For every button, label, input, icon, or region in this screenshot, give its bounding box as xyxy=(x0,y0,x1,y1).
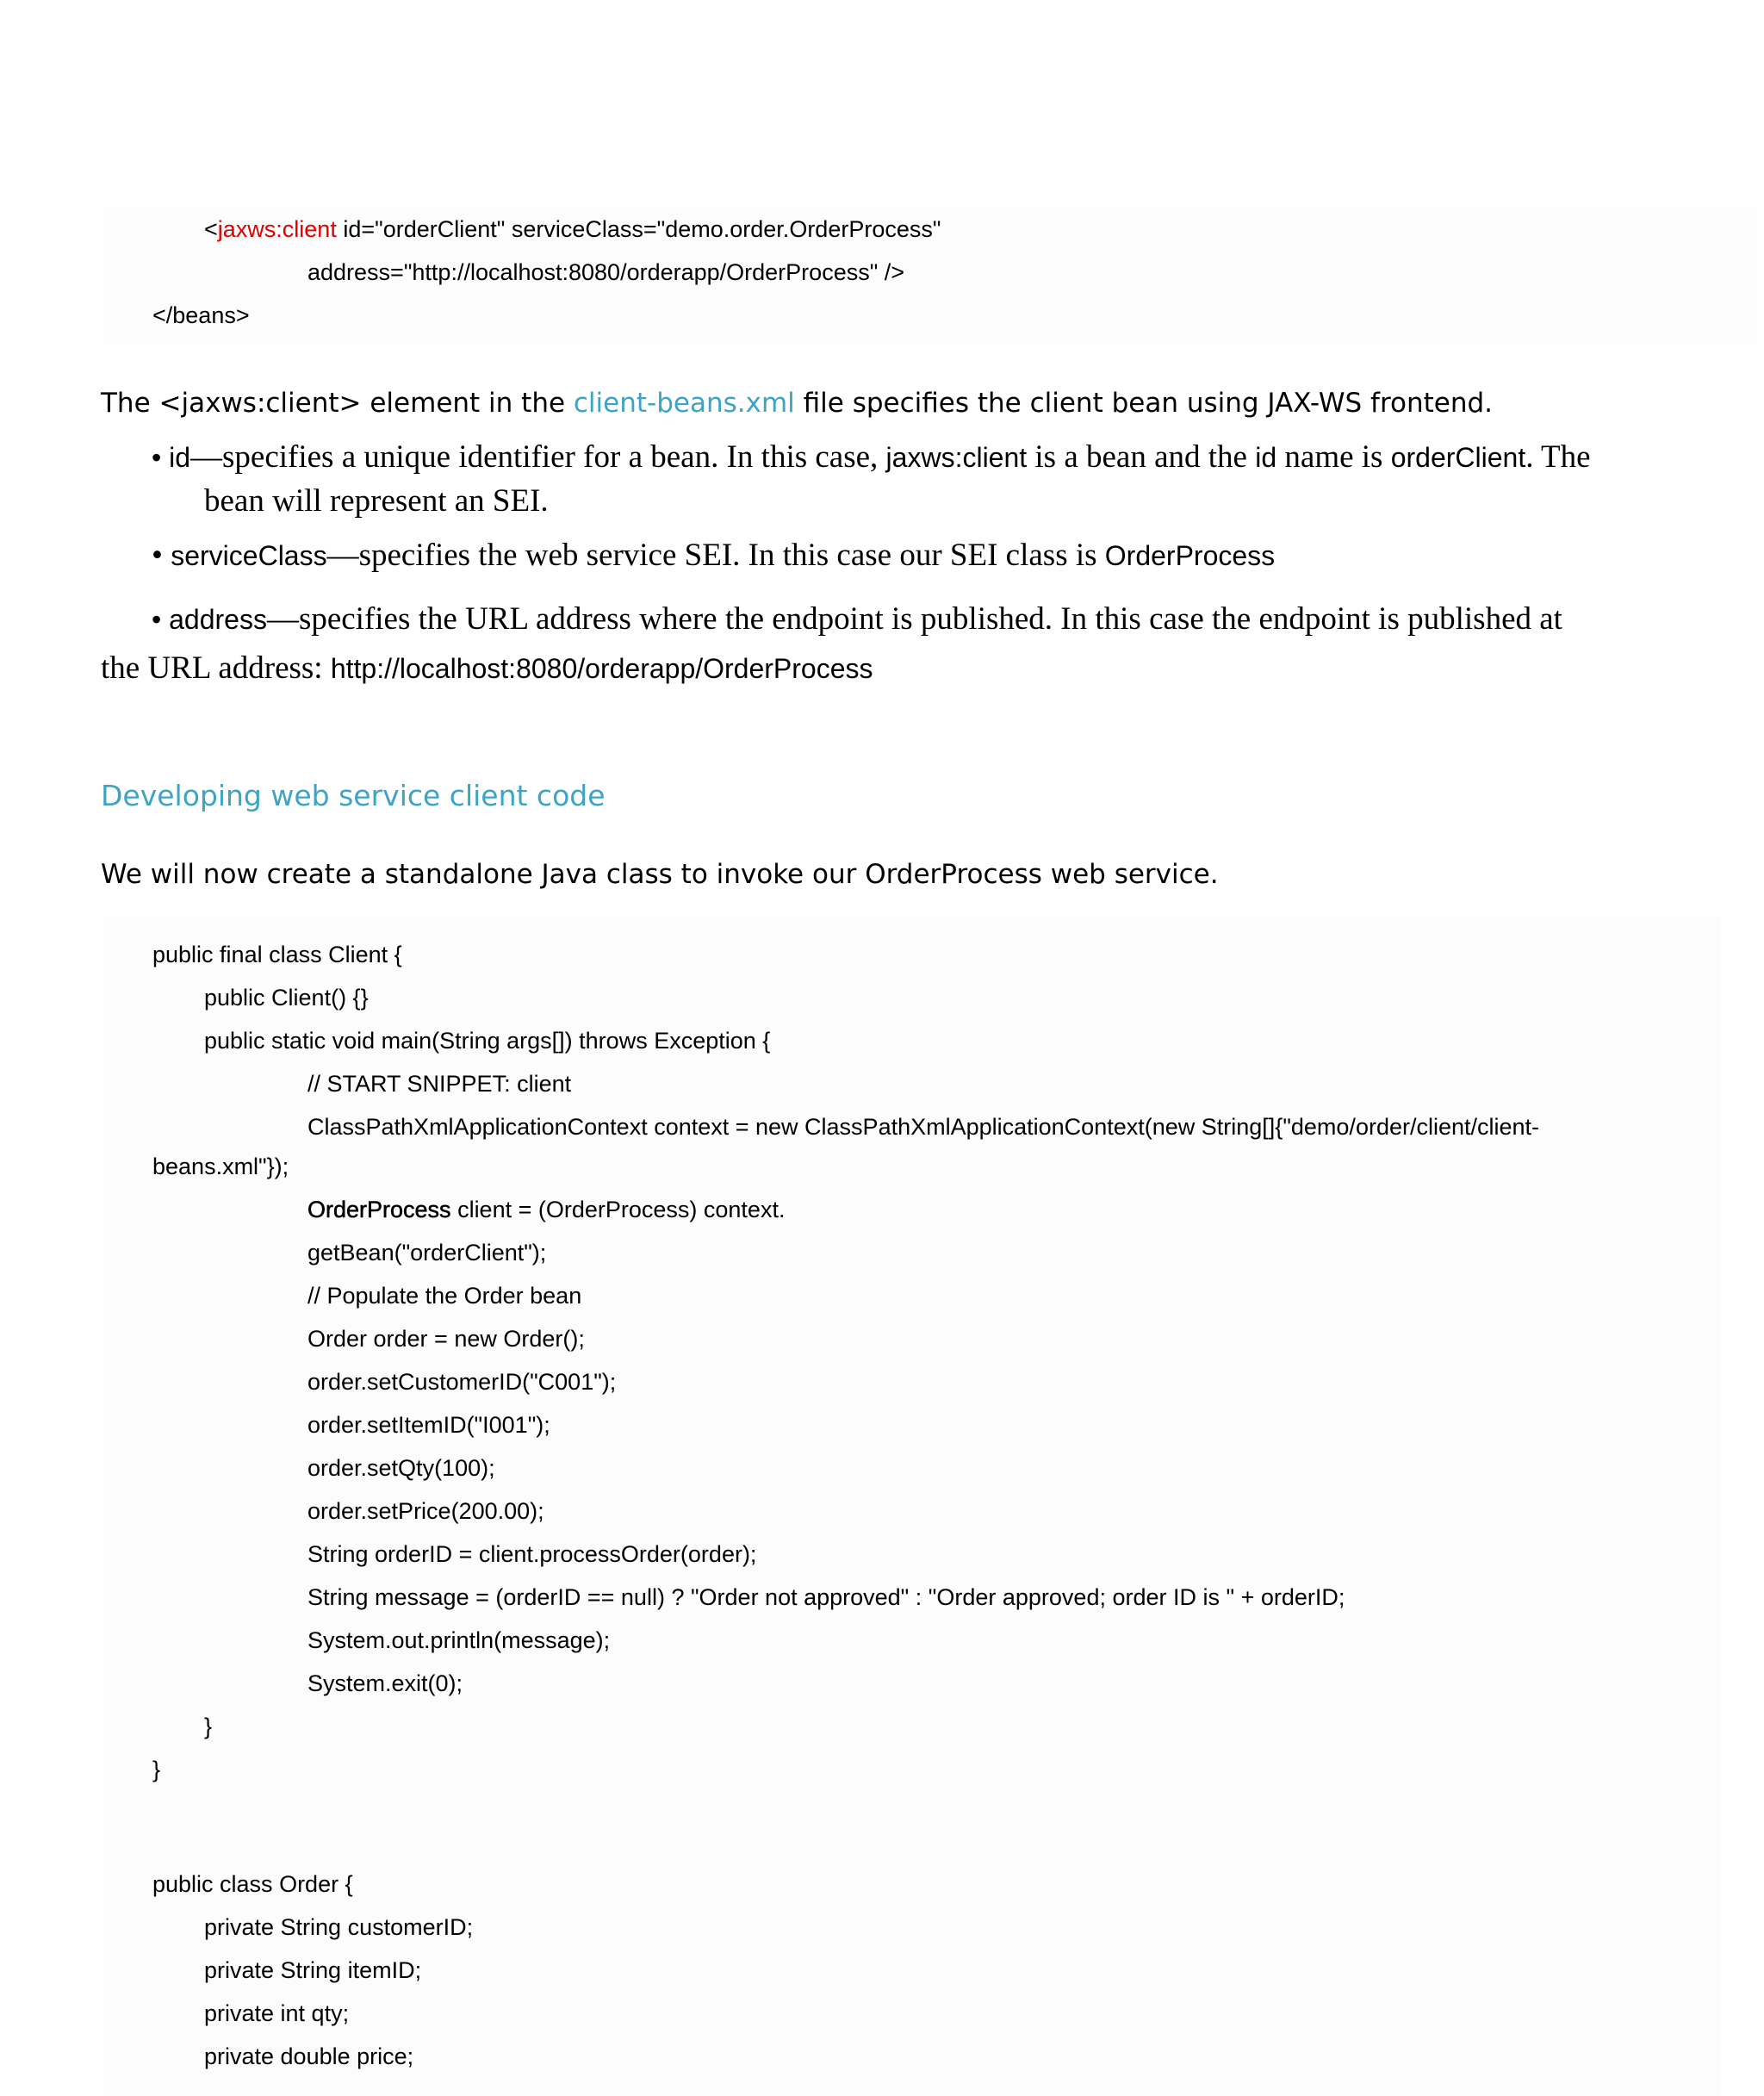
code-line: System.exit(0); xyxy=(307,1670,463,1696)
bullet-id-line2: bean will represent an SEI. xyxy=(204,483,549,519)
section-intro: We will now create a standalone Java class to invoke our OrderProcess web service. xyxy=(101,859,1219,890)
code-line: private String itemID; xyxy=(204,1957,422,1983)
bullet-serviceclass: • serviceClass—specifies the web service SEI. In this case our SEI class is OrderProcess xyxy=(152,538,1276,573)
code-line: } xyxy=(204,1713,213,1739)
xml-address-line: address="http://localhost:8080/orderapp/OrderProcess" /> xyxy=(307,259,905,285)
code-line: beans.xml"}); xyxy=(152,1154,289,1179)
code-line: private int qty; xyxy=(204,2000,350,2026)
code-line: getBean("orderClient"); xyxy=(307,1240,547,1266)
code-line: String orderID = client.processOrder(order); xyxy=(307,1541,757,1567)
code-line: } xyxy=(152,1757,161,1782)
bullet-id: • id—specifies a unique identifier for a bean. In this case, jaxws:client is a bean and the id name is orderClient. The xyxy=(152,439,1591,475)
code-line: ClassPathXmlApplicationContext context = new ClassPathXmlApplicationContext(new String[]{"demo/order/client/client- xyxy=(307,1114,1540,1140)
code-line: private double price; xyxy=(204,2043,414,2069)
code-line: order.setPrice(200.00); xyxy=(307,1498,544,1524)
code-line: order.setQty(100); xyxy=(307,1455,495,1481)
bullet-address-line2: the URL address: http://localhost:8080/orderapp/OrderProcess xyxy=(101,650,873,686)
code-line: public Client() {} xyxy=(204,985,369,1011)
bullet-address: • address—specifies the URL address where the endpoint is published. In this case the endpoint is published at xyxy=(152,601,1562,637)
code-line: Order order = new Order(); xyxy=(307,1326,585,1352)
code-line: public final class Client { xyxy=(152,942,402,967)
code-line: // Populate the Order bean xyxy=(307,1283,582,1309)
xml-client-line: <jaxws:client id="orderClient" serviceClass="demo.order.OrderProcess" xyxy=(204,216,941,242)
intro-paragraph: The <jaxws:client> element in the client-beans.xml file specifies the client bean using JAX-WS frontend. xyxy=(101,388,1494,419)
client-beans-link[interactable]: client-beans.xml xyxy=(573,388,795,419)
section-heading: Developing web service client code xyxy=(101,779,606,812)
xml-tag-jaxws-client: jaxws:client xyxy=(217,216,337,242)
code-line: public static void main(String args[]) throws Exception { xyxy=(204,1028,771,1054)
code-line: OrderProcess client = (OrderProcess) context. xyxy=(307,1197,786,1222)
code-line: order.setCustomerID("C001"); xyxy=(307,1369,617,1395)
code-line: System.out.println(message); xyxy=(307,1627,611,1653)
code-line: public class Order { xyxy=(152,1871,353,1897)
code-line: private String customerID; xyxy=(204,1914,474,1940)
xml-close-beans: </beans> xyxy=(152,302,250,328)
code-line: // START SNIPPET: client xyxy=(307,1071,572,1097)
code-line: order.setItemID("I001"); xyxy=(307,1412,550,1438)
code-line: String message = (orderID == null) ? "Order not approved" : "Order approved; order ID is " + orderID; xyxy=(307,1584,1345,1610)
